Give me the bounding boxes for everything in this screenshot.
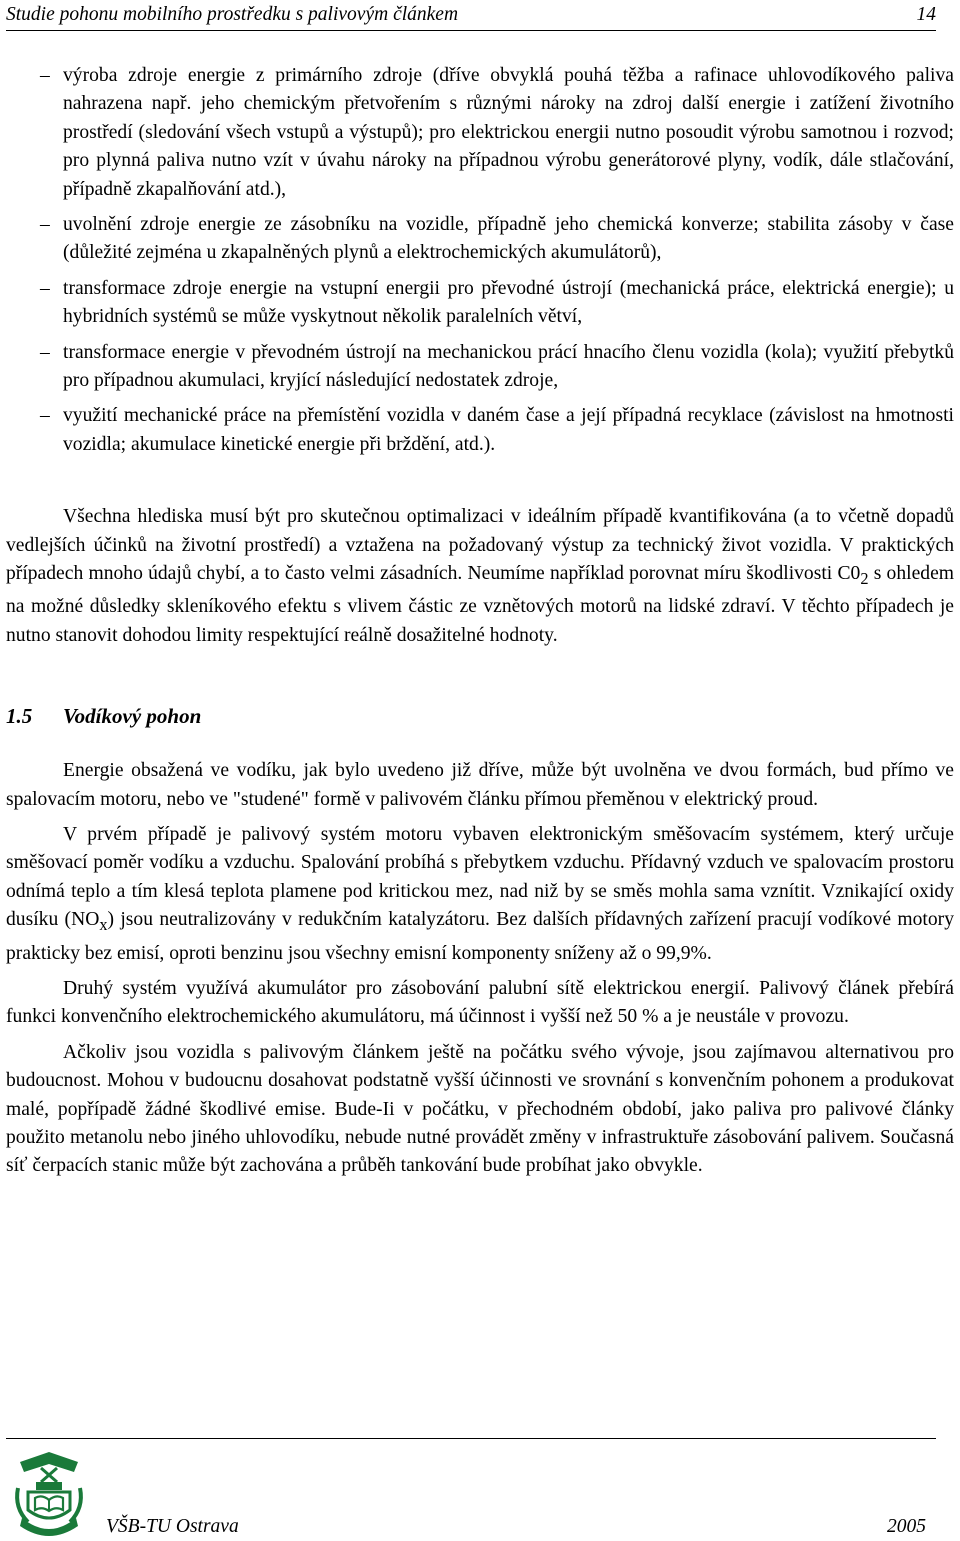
document-body (6, 62, 954, 1188)
list-item: – uvolnění zdroje energie ze zásobníku na vozidle, případně jeho chemická konverze; stabilita zásoby v čase (důležité zejména u zkapalněných plynů a elektrochemických akumulátorů), (6, 211, 954, 268)
footer-year: 2005 (887, 1516, 926, 1537)
document-title: Studie pohonu mobilního prostředku s palivovým článkem (6, 4, 459, 25)
dash-marker: – (40, 277, 50, 299)
section-heading (6, 701, 954, 731)
intro-paragraph: Všechna hlediska musí být pro skutečnou optimalizaci v ideálním případě kvantifikována (a to včetně dopadů vedlejších účinků na životní prostředí) a vztažena na požadovaný výstup za technický život vozidla. V praktických případech mnoho údajů chybí, a to často velmi zásadních. Neumíme například porovnat míru škodlivosti $C0_2$ s ohledem na možné důsledky skleníkového efektu s vlivem částic ze vznětových motorů na lidské zdraví. V těchto případech je nutno stanovit dohodou limity respektující reálně dosažitelné hodnoty. (6, 506, 955, 646)
paragraph: V prvém případě je palivový systém motoru vybaven elektronickým směšovacím systémem, který určuje směšovací poměr vodíku a vzduchu. Spalování probíhá s přebytkem vzduchu. Přídavný vzduch ve spalovacím prostoru odnímá teplo a tím klesá teplota plamene pod kritickou mez, nad niž by se směs mohla sama vznítit. Vznikající oxidy dusíku $(NO_x)$ jsou neutralizovány v redukčním katalyzátoru. Bez dalších přídavných zařízení pracují vodíkové motory prakticky bez emisí, oproti benzinu jsou všechny emisní komponenty sníženy až o 99,9%. (6, 824, 954, 964)
page-footer (0, 1438, 960, 1541)
paragraph: Druhý systém využívá akumulátor pro zásobování palubní sítě elektrickou energií. Palivový článek přebírá funkci konvenčního elektrochemického akumulátoru, má účinnost i vyšší než 50 % a je neustále v provozu. (6, 977, 954, 1028)
section-number: 1.5 (6, 704, 33, 729)
dash-marker: – (40, 341, 50, 363)
list-item: – výroba zdroje energie z primárního zdroje (dříve obvyklá pouhá těžba a rafinace uhlovodíkového paliva nahrazena např. jeho chemickým přetvořením s různými nároky na zdroj další energie i zatížení životního prostředí (sledování všech vstupů a výstupů); pro elektrickou energii nutno posoudit výrobu samotnou i rozvod; pro plynná paliva nutno vzít v úvahu nároky na případnou výrobu generátorové plyny, vodík, dále stlačování, případně zkapalňování atd.), (6, 62, 954, 204)
list-item: – transformace zdroje energie na vstupní energii pro převodné ústrojí (mechanická práce, elektrická energie); u hybridních systémů se může vyskytnout několik paralelních větví, (6, 275, 954, 332)
paragraph: Energie obsažená ve vodíku, jak bylo uvedeno již dříve, může být uvolněna ve dvou formách, bud přímo ve spalovacím motoru, nebo ve "studené" formě v palivovém článku přímou přeměnou v elektrický proud. (6, 760, 954, 810)
bullet-list (6, 62, 954, 459)
section-title: Vodíkový pohon (63, 704, 202, 729)
dash-marker: – (40, 65, 50, 86)
dash-marker: – (40, 214, 50, 236)
list-item: – využití mechanické práce na přemístění vozidla v daném čase a její případná recyklace (závislost na hmotnosti vozidla; akumulace kinetické energie při brždění, atd.). (6, 402, 954, 459)
page-header (6, 2, 936, 31)
dash-marker: – (40, 405, 50, 427)
footer-institution: VŠB-TU Ostrava (106, 1516, 239, 1537)
list-item: – transformace energie v převodném ústrojí na mechanickou prácí hnacího členu vozidla (kola); využití přebytků pro případnou akumulaci, kryjící následující nedostatek zdroje, (6, 339, 954, 396)
page-number: 14 (916, 4, 936, 25)
footer-divider (6, 1438, 936, 1439)
university-crest-icon (8, 1448, 90, 1538)
paragraph: Ačkoliv jsou vozidla s palivovým článkem ještě na počátku svého vývoje, jsou zajímavou alternativou pro budoucnost. Mohou v budoucnu dosahovat podstatně vyšší účinnosti ve srovnání s konvenčním pohonem a produkovat malé, popřípadě žádné škodlivé emise. Bude-Ii v počátku, v přechodném období, jako paliva pro palivové články použito metanolu nebo jiného uhlovodíku, nebude nutné provádět změny v infrastruktuře zásobování palivem. Současná síť čerpacích stanic může být zachována a průběh tankování bude probíhat jako obvykle. (6, 1041, 954, 1177)
